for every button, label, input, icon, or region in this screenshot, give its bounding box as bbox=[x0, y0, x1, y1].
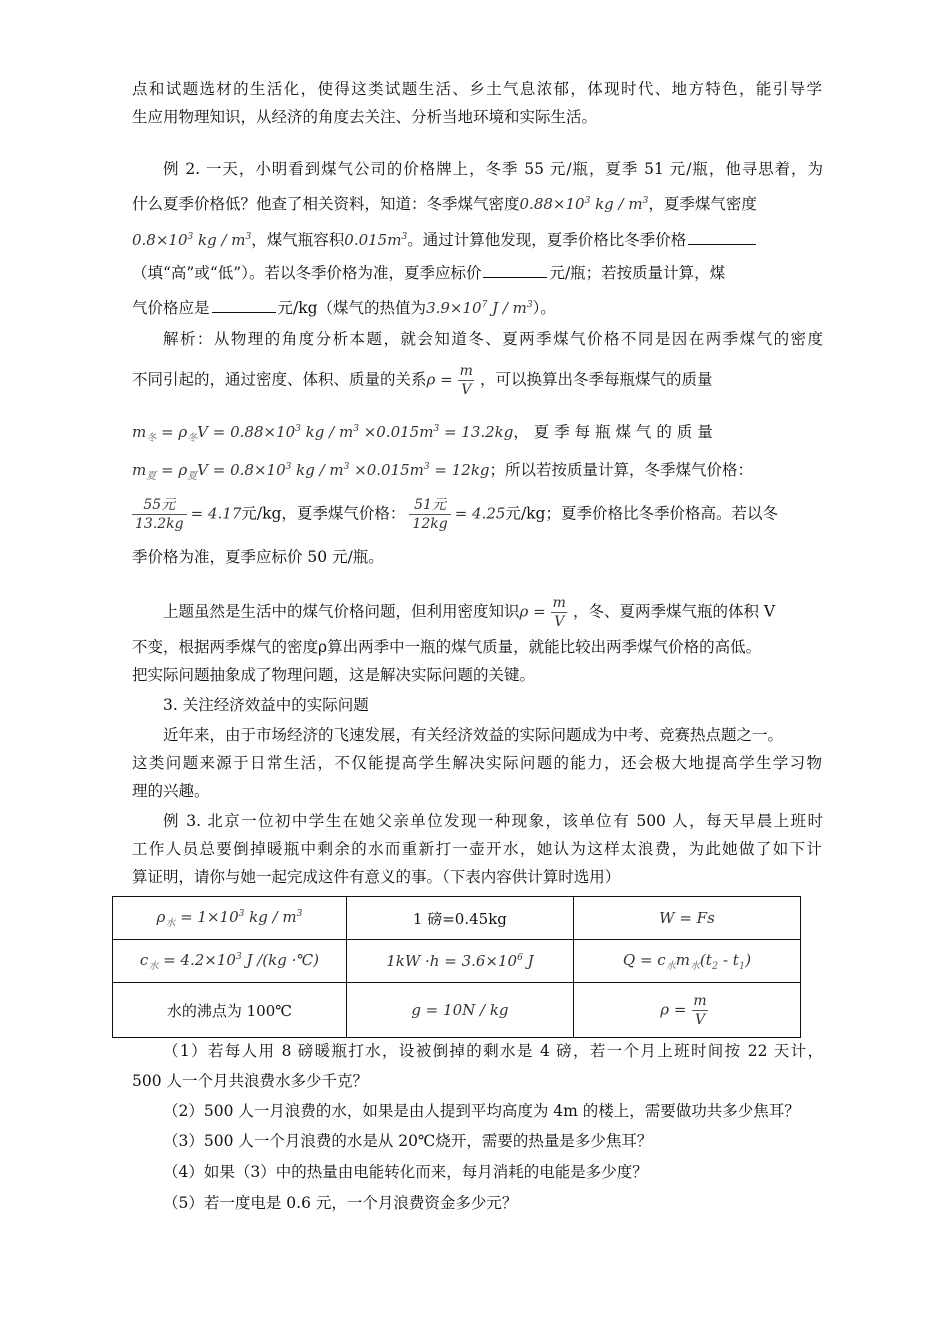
example2-line-5 bbox=[132, 294, 822, 319]
answer-blank-2[interactable] bbox=[483, 263, 547, 278]
summary-line-1 bbox=[163, 594, 823, 631]
analysis-line-6: 季价格为准，夏季应标价 50 元/瓶。 bbox=[132, 548, 384, 566]
reference-table bbox=[112, 896, 801, 1038]
analysis-line-2 bbox=[132, 362, 822, 399]
example2-text: 元/kg（煤气的热值为 bbox=[277, 299, 427, 317]
table-cell: $Q = c_水m_水(t_2 - t_1)$ bbox=[573, 940, 800, 983]
section3-line-1: 近年来，由于市场经济的飞速发展，有关经济效益的实际问题成为中考、竞赛热点题之一。 bbox=[163, 726, 784, 744]
example2-text: 气价格应是 bbox=[132, 299, 210, 317]
question-3: （3）500 人一个月浪费的水是从 20℃烧开，需要的热量是多少焦耳？ bbox=[163, 1132, 653, 1150]
answer-blank-1[interactable] bbox=[688, 230, 756, 245]
summary-line-3: 把实际问题抽象成了物理问题，这是解决实际问题的关键。 bbox=[132, 666, 536, 684]
summer-price-fraction: $\frac{\text{51元}}{12kg}$ bbox=[409, 496, 450, 533]
example2-text: 什么夏季价格低？他查了相关资料，知道：冬季煤气密度 bbox=[132, 195, 520, 213]
analysis-text: ；所以若按质量计算，冬季煤气价格： bbox=[489, 461, 754, 479]
density-formula: ρ = bbox=[519, 602, 546, 621]
table-row bbox=[113, 897, 801, 940]
summer-mass-equation: $m_夏 = \rho_夏V = 0.8\times 10^3$ kg / $m^3 \times 0.015m^3 = 12kg$ bbox=[132, 461, 490, 482]
section3-heading: 3. 关注经济效益中的实际问题 bbox=[163, 696, 369, 714]
table-cell: W = Fs bbox=[573, 897, 800, 940]
winter-mass-equation: $m_冬 = \rho_冬V = 0.88\times 10^3$ kg / $m^3 \times 0.015m^3 = 13.2kg$ bbox=[132, 423, 514, 444]
section3-line-3: 理的兴趣。 bbox=[132, 782, 210, 800]
question-1-line-1: （1）若每人用 8 磅暖瓶打水，设被倒掉的剩水是 4 磅，若一个月上班时间按 22 天计， bbox=[163, 1042, 823, 1060]
example2-text: 元/瓶；若按质量计算，煤 bbox=[549, 264, 726, 282]
analysis-line-5 bbox=[132, 496, 822, 533]
table-row bbox=[113, 940, 801, 983]
question-5: （5）若一度电是 0.6 元，一个月浪费资金多少元？ bbox=[163, 1194, 518, 1212]
summary-text: ，冬、夏两季煤气瓶的体积 V bbox=[572, 602, 776, 621]
table-cell: ρ = $\frac{m}{V}$ bbox=[573, 983, 800, 1038]
example2-text: ，煤气瓶容积 bbox=[251, 231, 345, 249]
question-4: （4）如果（3）中的热量由电能转化而来，每月消耗的电能是多少度？ bbox=[163, 1163, 648, 1181]
table-cell: $1kW \cdot h = 3.6\times 10^6$ J bbox=[346, 940, 573, 983]
analysis-text: ，可以换算出冬季每瓶煤气的质量 bbox=[479, 370, 713, 389]
question-1-line-2: 500 人一个月共浪费水多少千克？ bbox=[132, 1072, 369, 1090]
example3-line-1: 例 3. 北京一位初中学生在她父亲单位发现一种现象，该单位有 500 人，每天早晨上班时 bbox=[163, 812, 823, 830]
example2-line-4 bbox=[132, 262, 822, 284]
example2-text: ）。 bbox=[532, 299, 556, 317]
example2-line-1: 例 2. 一天，小明看到煤气公司的价格牌上，冬季 55 元/瓶，夏季 51 元/瓶，他寻思着，为 bbox=[163, 160, 823, 178]
winter-density-value: $0.88\times 10^3$ kg / $m^3$ bbox=[519, 195, 649, 213]
example3-line-2: 工作人员总要倒掉暖瓶中剩余的水而重新打一壶开水，她认为这样太浪费，为此她做了如下计 bbox=[132, 840, 822, 858]
analysis-text: ， 夏 季 每 瓶 煤 气 的 质 量 bbox=[513, 423, 713, 441]
analysis-line-1: 解析：从物理的角度分析本题，就会知道冬、夏两季煤气价格不同是因在两季煤气的密度 bbox=[163, 330, 823, 348]
question-2: （2）500 人一月浪费的水，如果是由人提到平均高度为 4m 的楼上，需要做功共多少焦耳？ bbox=[163, 1102, 800, 1120]
example2-text: 。通过计算他发现，夏季价格比冬季价格 bbox=[407, 231, 687, 249]
section3-line-2: 这类问题来源于日常生活，不仅能提高学生解决实际问题的能力，还会极大地提高学生学习物 bbox=[132, 754, 822, 772]
analysis-line-3 bbox=[132, 418, 822, 450]
density-fraction: $\frac{m}{V}$ bbox=[459, 363, 473, 398]
summary-line-2: 不变，根据两季煤气的密度ρ算出两季中一瓶的煤气质量，就能比较出两季煤气价格的高低。 bbox=[132, 638, 762, 656]
example2-line-2 bbox=[132, 190, 822, 215]
heat-value: $3.9\times 10^7$ J / $m^3$ bbox=[426, 299, 533, 317]
analysis-text: 元/kg；夏季价格比冬季价格高。若以冬 bbox=[505, 504, 778, 523]
summary-text: 上题虽然是生活中的煤气价格问题，但利用密度知识 bbox=[163, 602, 520, 621]
intro-line-1: 点和试题选材的生活化，使得这类试题生活、乡土气息浓郁，体现时代、地方特色，能引导学 bbox=[132, 80, 822, 98]
summer-density-value: $0.8\times 10^3$ kg / $m^3$ bbox=[132, 231, 252, 249]
winter-price-fraction: $\frac{\text{55元}}{13.2kg}$ bbox=[132, 496, 187, 533]
example2-text: ，夏季煤气密度 bbox=[648, 195, 757, 213]
analysis-line-4 bbox=[132, 456, 822, 488]
example2-text: （填“高”或“低”）。若以冬季价格为准，夏季应标价 bbox=[132, 264, 482, 282]
answer-blank-3[interactable] bbox=[212, 298, 276, 313]
table-cell: 水的沸点为 100℃ bbox=[113, 983, 347, 1038]
table-cell: $c_水 = 4.2\times 10^3$ J /(kg ·℃) bbox=[113, 940, 347, 983]
table-cell: g = 10N / kg bbox=[346, 983, 573, 1038]
intro-line-2: 生应用物理知识，从经济的角度去关注、分析当地环境和实际生活。 bbox=[132, 108, 598, 126]
table-cell: 1 磅=0.45kg bbox=[346, 897, 573, 940]
table-row bbox=[113, 983, 801, 1038]
summer-price-result: = 4.25 bbox=[454, 504, 506, 523]
density-fraction: $\frac{m}{V}$ bbox=[552, 595, 566, 630]
bottle-volume-value: $0.015m^3$ bbox=[344, 231, 408, 249]
analysis-text: 元/kg，夏季煤气价格： bbox=[241, 504, 406, 523]
winter-price-result: = 4.17 bbox=[190, 504, 242, 523]
density-formula: ρ = bbox=[426, 370, 453, 389]
example2-line-3 bbox=[132, 226, 822, 251]
table-cell: $\rho_水 = 1\times 10^3$ kg / $m^3$ bbox=[113, 897, 347, 940]
example3-line-3: 算证明，请你与她一起完成这件有意义的事。（下表内容供计算时选用） bbox=[132, 868, 621, 886]
analysis-text: 不同引起的，通过密度、体积、质量的关系 bbox=[132, 370, 427, 389]
